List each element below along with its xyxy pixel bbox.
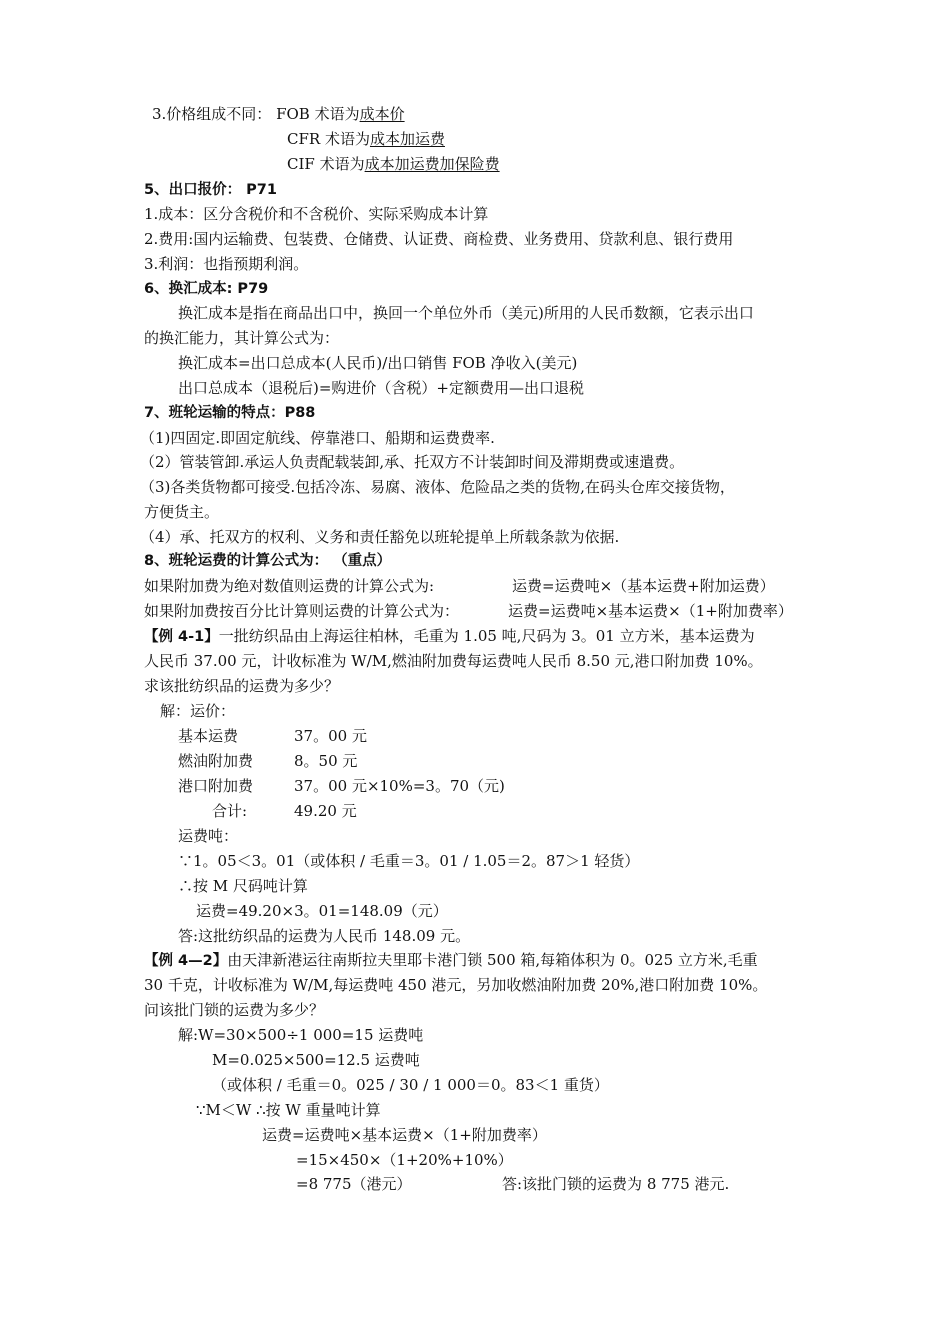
- formula-absolute-text: 如果附加费为绝对数值则运费的计算公式为:: [144, 577, 435, 595]
- section-5-item-3: 3.利润：也指预期利润。: [144, 255, 309, 273]
- fob-label: 3.价格组成不同： FOB 术语为: [152, 105, 360, 123]
- section-6-heading: 6、换汇成本: P79: [144, 281, 269, 297]
- example-1-label: 【例 4-1】: [144, 629, 219, 645]
- cif-value: 成本加运费加保险费: [364, 155, 500, 173]
- formula-absolute: 运费=运费吨×（基本运费+附加运费）: [512, 577, 775, 595]
- freight-ton-label: 运费吨：: [178, 827, 239, 845]
- example-2-step-4: ∵M＜W ∴按 W 重量吨计算: [196, 1101, 381, 1119]
- rate-row-value: 37。00 元: [294, 727, 367, 745]
- example-2-step-3: （或体积 / 毛重＝0。025 / 30 / 1 000＝0。83＜1 重货）: [212, 1076, 609, 1094]
- section-5-heading: 5、出口报价： P71: [144, 182, 277, 198]
- section-5-item-1: 1.成本：区分含税价和不含税价、实际采购成本计算: [144, 205, 489, 223]
- cfr-value: 成本加运费: [369, 130, 445, 148]
- rate-row-label: 港口附加费: [178, 777, 254, 795]
- price-composition-line-1: [152, 104, 405, 124]
- section-6-formula-1: 换汇成本=出口总成本(人民币)/出口销售 FOB 净收入(美元): [178, 354, 578, 372]
- example-1-answer: 答:这批纺织品的运费为人民币 148.09 元。: [178, 927, 471, 945]
- section-6-paragraph-1: 换汇成本是指在商品出口中，换回一个单位外币（美元)所用的人民币数额，它表示出口: [178, 304, 754, 322]
- example-1-solution: 解：运价：: [160, 702, 236, 720]
- rate-row-label: 燃油附加费: [178, 752, 254, 770]
- example-2-label: 【例 4—2】: [144, 953, 228, 969]
- section-6-formula-2: 出口总成本（退税后)=购进价（含税）+定额费用—出口退税: [178, 379, 584, 397]
- section-7-line-1: （1)四固定.即固定航线、停靠港口、船期和运费费率.: [140, 429, 495, 447]
- section-7-heading: 7、班轮运输的特点：P88: [144, 405, 316, 421]
- section-7-line-3: （3)各类货物都可接受.包括冷冻、易腐、液体、危险品之类的货物,在码头仓库交接货物，: [140, 478, 735, 496]
- example-1-line-3: 求该批纺织品的运费为多少？: [144, 677, 340, 695]
- rate-total-label: 合计:: [212, 802, 248, 820]
- rate-row-label: 基本运费: [178, 727, 239, 745]
- section-7-line-4: 方便货主。: [144, 503, 220, 521]
- section-7-line-2: （2）管装管卸.承运人负责配载装卸,承、托双方不计装卸时间及滞期费或速遣费。: [140, 453, 685, 471]
- example-2-line-2: 30 千克，计收标准为 W/M,每运费吨 450 港元，另加收燃油附加费 20%,港口附加费 10%。: [144, 976, 768, 994]
- cif-label: CIF 术语为: [287, 155, 365, 173]
- section-6-paragraph-2: 的换汇能力，其计算公式为：: [144, 329, 340, 347]
- section-5-item-2: 2.费用:国内运输费、包装费、仓储费、认证费、商检费、业务费用、贷款利息、银行费用: [144, 230, 734, 248]
- example-1-line-2: 人民币 37.00 元，计收标准为 W/M,燃油附加费每运费吨人民币 8.50 元,港口附加费 10%。: [144, 652, 763, 670]
- section-8-heading: 8、班轮运费的计算公式为： （重点）: [144, 553, 392, 569]
- example-1-therefore: ∴按 M 尺码吨计算: [178, 877, 308, 895]
- section-7-line-5: （4）承、托双方的权利、义务和责任豁免以班轮提单上所载条款为依据.: [140, 528, 620, 546]
- example-1-text: 一批纺织品由上海运往柏林，毛重为 1.05 吨,尺码为 3。01 立方米，基本运费为: [218, 627, 755, 645]
- example-2-line-3: 问该批门锁的运费为多少？: [144, 1001, 325, 1019]
- rate-row-value: 8。50 元: [294, 752, 358, 770]
- example-2-text: 由天津新港运往南斯拉夫里耶卡港门锁 500 箱,每箱体积为 0。025 立方米,毛重: [227, 951, 758, 969]
- example-2-step-2: M=0.025×500=12.5 运费吨: [212, 1051, 420, 1069]
- fob-value: 成本价: [359, 105, 405, 123]
- cfr-label: CFR 术语为: [287, 130, 370, 148]
- price-composition-line-3: [287, 154, 500, 174]
- example-2-answer: 答:该批门锁的运费为 8 775 港元.: [502, 1175, 730, 1193]
- example-1-line-1: [144, 626, 755, 647]
- price-composition-line-2: [287, 129, 445, 149]
- example-1-because: ∵1。05＜3。01（或体积 / 毛重＝3。01 / 1.05＝2。87＞1 轻货）: [178, 852, 640, 870]
- formula-percent-text: 如果附加费按百分比计算则运费的计算公式为：: [144, 602, 460, 620]
- example-2-step-6: =15×450×（1+20%+10%）: [296, 1151, 513, 1169]
- rate-row-value: 37。00 元×10%=3。70（元): [294, 777, 505, 795]
- example-2-line-1: [144, 950, 758, 971]
- example-1-calculation: 运费=49.20×3。01=148.09（元）: [196, 902, 448, 920]
- example-2-step-7: =8 775（港元）: [296, 1175, 412, 1193]
- example-2-step-5: 运费=运费吨×基本运费×（1+附加费率）: [262, 1126, 547, 1144]
- example-2-step-1: 解:W=30×500÷1 000=15 运费吨: [178, 1026, 424, 1044]
- rate-total-value: 49.20 元: [294, 802, 357, 820]
- formula-percent: 运费=运费吨×基本运费×（1+附加费率）: [508, 602, 793, 620]
